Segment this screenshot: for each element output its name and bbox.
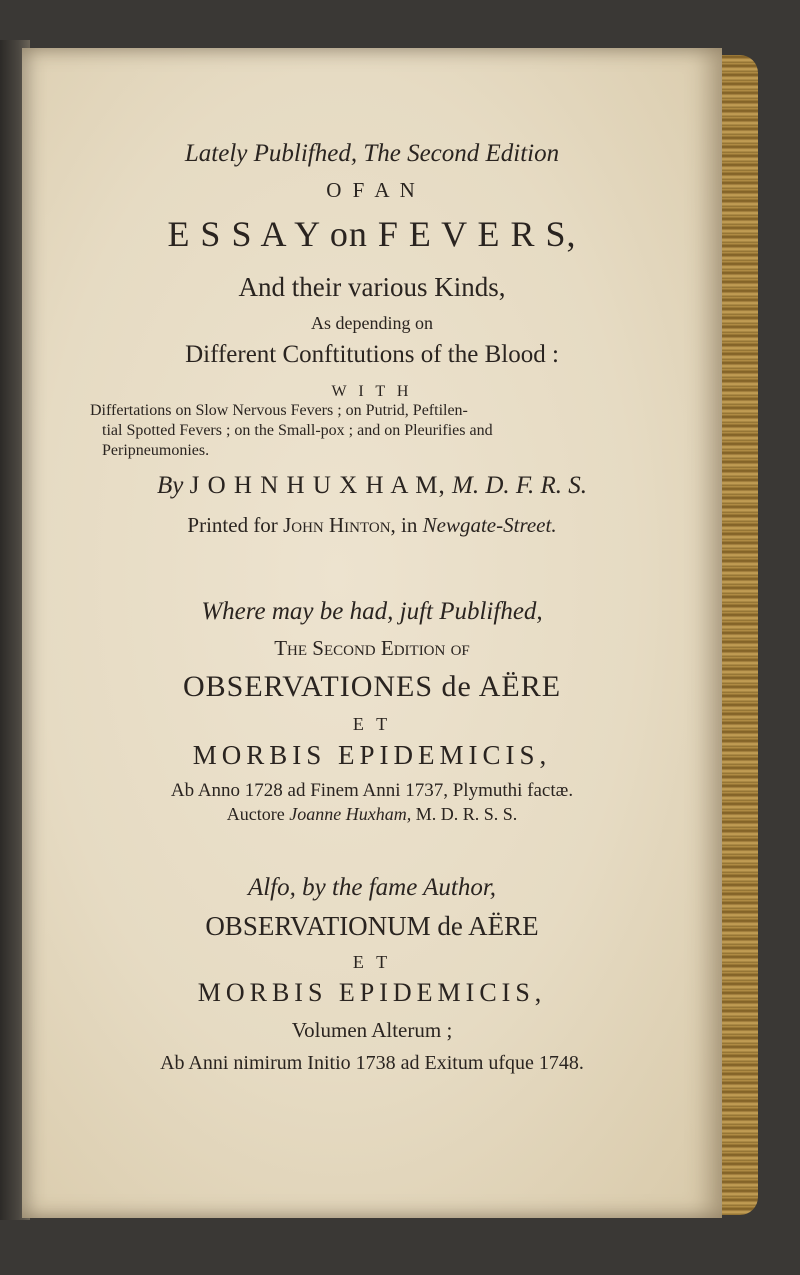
printed-page	[22, 48, 722, 1218]
printed-for-line	[22, 513, 722, 538]
auctore-degrees: M. D. R. S. S.	[415, 804, 518, 824]
et-line-1: E T	[352, 714, 392, 734]
dissertations-line-2: tial Spotted Fevers ; on the Small-pox ; and on Pleurifies and	[102, 422, 493, 439]
auctore-line	[22, 804, 722, 825]
printer-name: John Hinton,	[283, 513, 396, 537]
printed-in-label: in	[401, 513, 418, 537]
where-may-be-had-line: Where may be had, juft Publifhed,	[201, 598, 543, 625]
author-name: J O H N H U X H A M,	[189, 472, 446, 499]
different-constitutions-line: Different Conftitutions of the Blood :	[185, 341, 559, 368]
printer-street: Newgate-Street.	[422, 513, 557, 537]
auctore-name: Joanne Huxham,	[289, 804, 412, 824]
observationes-title: OBSERVATIONES de AËRE	[182, 670, 562, 703]
dissertations-line-1: Differtations on Slow Nervous Fevers ; on Putrid, Peftilen-	[90, 402, 468, 419]
author-degrees: M. D. F. R. S.	[452, 472, 587, 499]
with-line: W I T H	[331, 383, 413, 400]
dissertations-line-3: Peripneumonies.	[102, 442, 210, 459]
second-edition-of-line: The Second Edition of	[274, 636, 470, 660]
morbis-epidemicis-2: MORBIS EPIDEMICIS,	[197, 978, 547, 1007]
printed-for-label: Printed for	[187, 513, 278, 537]
observationum-title: OBSERVATIONUM de AËRE	[205, 911, 539, 941]
as-depending-line: As depending on	[311, 313, 433, 333]
anno-line: Ab Anno 1728 ad Finem Anni 1737, Plymuthi factæ.	[170, 780, 574, 801]
anni-line: Ab Anni nimirum Initio 1738 ad Exitum ufque 1748.	[160, 1052, 584, 1074]
author-by: By	[157, 472, 184, 499]
also-same-author-line: Alfo, by the fame Author,	[247, 874, 497, 901]
heading-lately-published: Lately Publifhed, The Second Edition	[184, 140, 560, 167]
various-kinds-line: And their various Kinds,	[238, 272, 506, 302]
author-line	[22, 472, 722, 500]
essay-on-fevers-title: E S S A Y on F E V E R S,	[167, 214, 577, 254]
volumen-line: Volumen Alterum ;	[291, 1018, 453, 1042]
morbis-epidemicis-1: MORBIS EPIDEMICIS,	[192, 740, 552, 770]
auctore-label: Auctore	[226, 804, 285, 824]
et-line-2: E T	[352, 952, 392, 972]
of-an-line: O F A N	[326, 178, 418, 202]
